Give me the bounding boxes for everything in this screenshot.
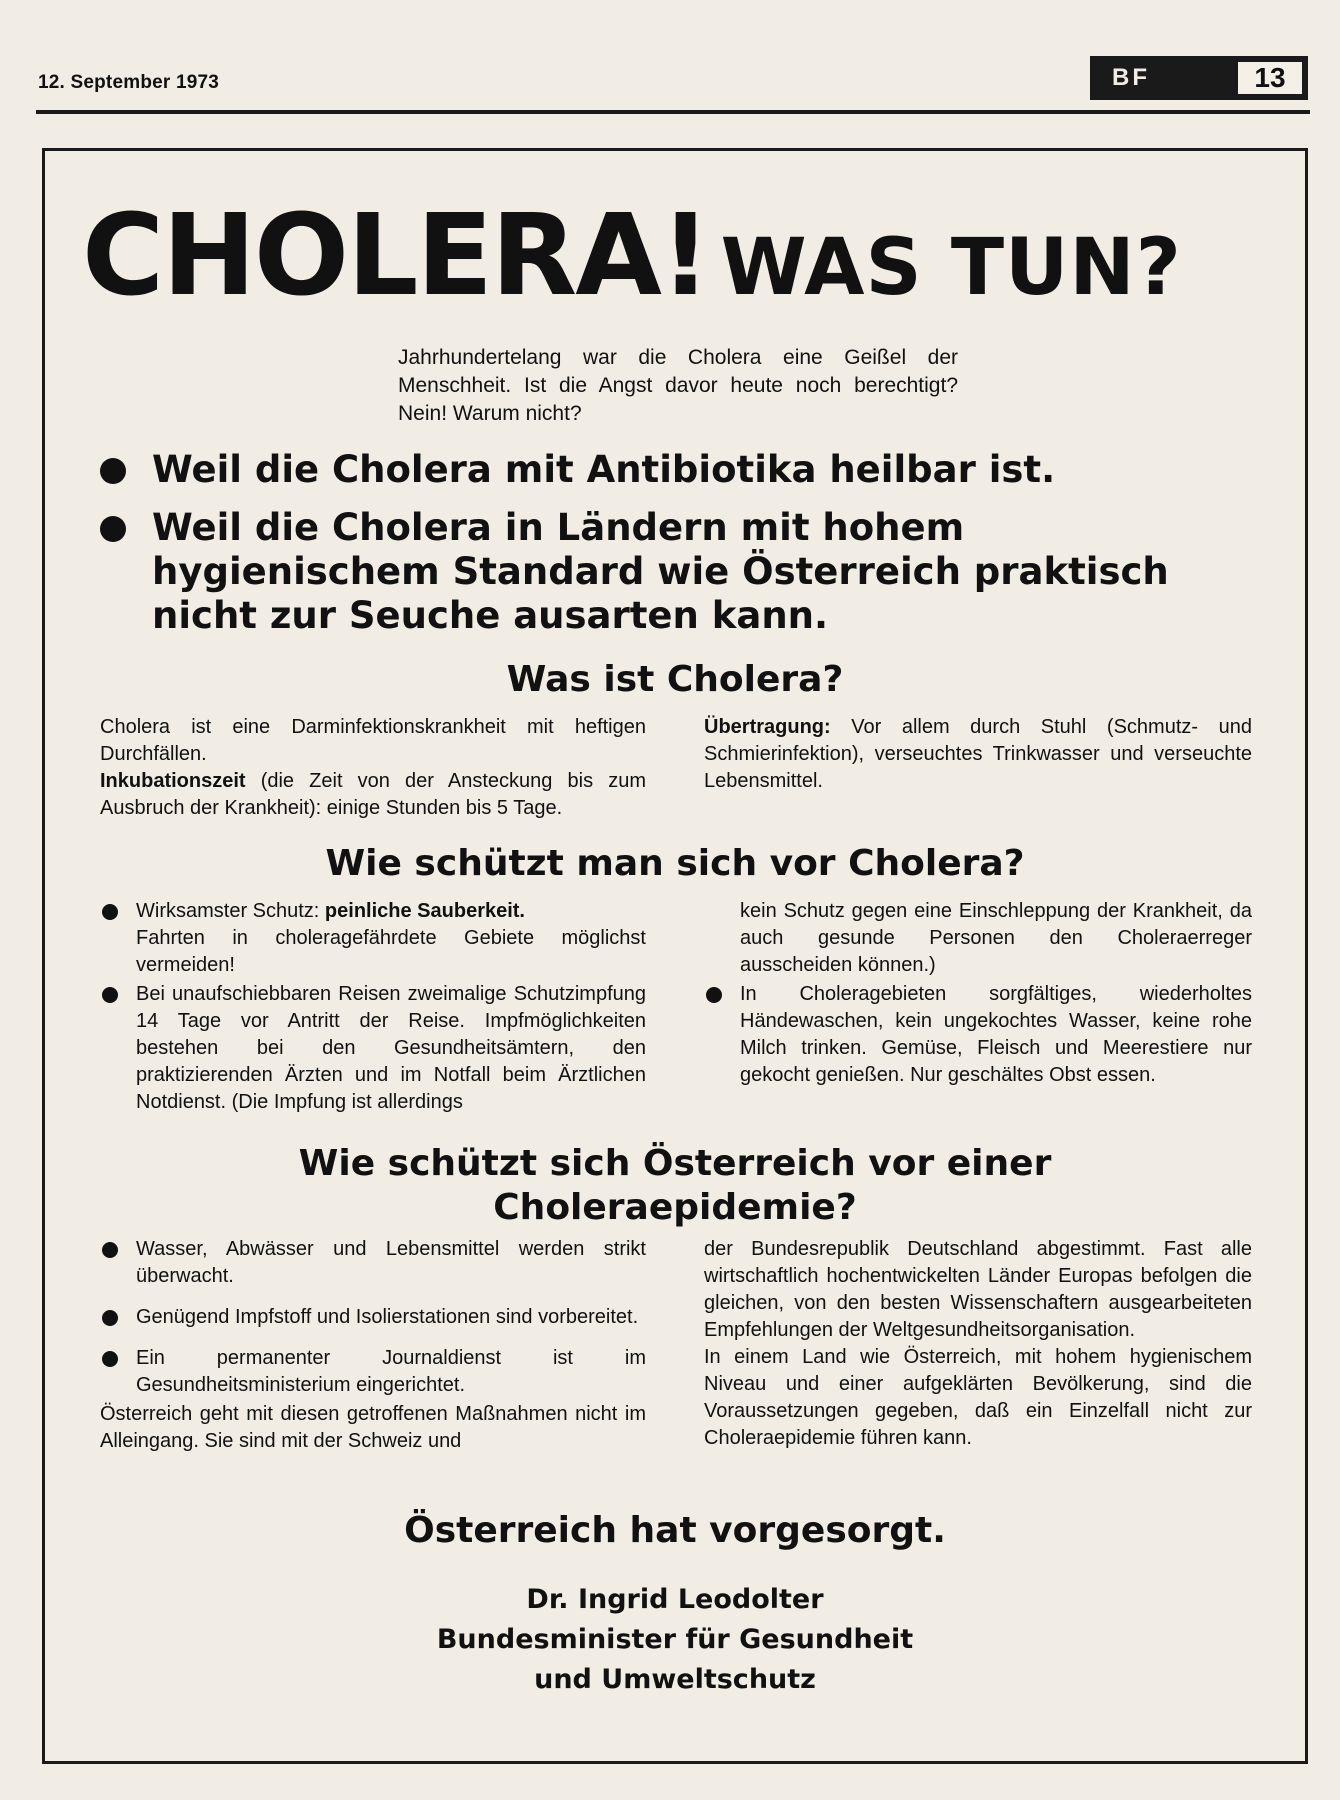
- heading-personal-protection: Wie schützt man sich vor Cholera?: [325, 843, 1025, 884]
- issue-date: 12. September 1973: [38, 72, 220, 93]
- bullet-icon: [102, 1310, 118, 1326]
- bullet-icon: [102, 987, 118, 1003]
- list-item: [100, 1236, 646, 1290]
- list-item: [100, 981, 646, 1116]
- list-item-text: In Choleragebieten sorgfältiges, wiederholtes Händewaschen, kein ungekochtes Wasser, keine rohe Milch trinken. Gemüse, Fleisch und Meerestiere nur gekocht genießen. Nur geschältes Obst essen.: [740, 983, 1252, 1086]
- headline-sub: WAS TUN?: [720, 223, 1182, 313]
- signatory-title: und Umweltschutz: [534, 1664, 816, 1695]
- intro-paragraph: Jahrhundertelang war die Cholera eine Geißel der Menschheit. Ist die Angst davor heute noch berechtigt? Nein! Warum nicht?: [398, 346, 958, 425]
- headline: [82, 191, 1282, 321]
- header-rule: [36, 110, 1310, 114]
- signatory-name: Dr. Ingrid Leodolter: [526, 1584, 824, 1615]
- list-item-text: Wasser, Abwässer und Lebensmittel werden strikt überwacht.: [136, 1238, 646, 1287]
- transmission-description: Vor allem durch Stuhl (Schmutz- und Schmierinfektion), verseuchtes Trinkwasser und verseuchte Lebensmittel.: [704, 716, 1252, 792]
- protect-left-column: [100, 898, 646, 1118]
- measures-list: [100, 1236, 646, 1399]
- closing-statement: Österreich hat vorgesorgt.: [404, 1510, 946, 1551]
- cooperation-text: Österreich geht mit diesen getroffenen Maßnahmen nicht im Alleingang. Sie sind mit der Schweiz und: [100, 1403, 646, 1452]
- list-item: [100, 898, 646, 979]
- key-point-text: Weil die Cholera mit Antibiotika heilbar ist.: [152, 448, 1056, 491]
- section-badge-label: BF: [1112, 64, 1150, 91]
- bullet-icon: [102, 904, 118, 920]
- incubation-term: Inkubationszeit: [100, 770, 246, 792]
- heading-line: Wie schützt sich Österreich vor einer: [298, 1143, 1052, 1184]
- list-item: [704, 981, 1252, 1089]
- list-item-text: Bei unaufschiebbaren Reisen zweimalige Schutzimpfung 14 Tage vor Antritt der Reise. Impfmöglichkeiten bestehen bei den Gesundheitsämtern, den praktizierenden Ärzten und im Notfall beim Ärztlichen Notdienst. (Die Impfung ist allerdings: [136, 983, 646, 1113]
- list-item-text: Genügend Impfstoff und Isolierstationen sind vorbereitet.: [136, 1306, 639, 1328]
- definition-text: Cholera ist eine Darminfektionskrankheit mit heftigen Durchfällen.: [100, 716, 646, 765]
- what-right-column: [704, 714, 1252, 795]
- protect-right-column: [704, 898, 1252, 1091]
- list-item-continuation: kein Schutz gegen eine Einschleppung der Krankheit, da auch gesunde Personen den Choleraerreger ausscheiden können.): [740, 900, 1252, 976]
- bullet-icon: [100, 516, 126, 542]
- list-item-emphasis: peinliche Sauberkeit.: [324, 900, 525, 922]
- list-item-text: Fahrten in choleragefährdete Gebiete möglichst vermeiden!: [136, 927, 646, 976]
- bullet-icon: [102, 1242, 118, 1258]
- austria-left-column: [100, 1236, 646, 1455]
- heading-what-is-cholera: Was ist Cholera?: [506, 659, 844, 700]
- list-item: [100, 1304, 646, 1331]
- cooperation-text-continued: der Bundesrepublik Deutschland abgestimmt. Fast alle wirtschaftlich hochentwickelten Länder Europas befolgen die gleichen, von den besten Wissenschaftern ausgearbeiteten Empfehlungen der Weltgesundheitsorganisation.: [704, 1238, 1252, 1341]
- signatory-title: Bundesminister für Gesundheit: [436, 1624, 914, 1655]
- key-points: [92, 448, 1292, 652]
- key-point: [92, 448, 1252, 492]
- key-point: [92, 506, 1262, 638]
- section-badge: [1090, 56, 1308, 100]
- heading-national-protection: [40, 1142, 1310, 1230]
- list-item-text: Wirksamster Schutz:: [136, 900, 325, 922]
- what-left-column: [100, 714, 646, 822]
- heading-line: Choleraepidemie?: [493, 1187, 857, 1228]
- key-point-text: Weil die Cholera in Ländern mit hohem hygienischem Standard wie Österreich praktisch nicht zur Seuche ausarten kann.: [152, 506, 1169, 637]
- protection-list: [704, 981, 1252, 1089]
- incubation-text: [100, 768, 646, 822]
- transmission-text: [704, 714, 1252, 795]
- page-number: 13: [1236, 60, 1304, 96]
- conclusion-text: In einem Land wie Österreich, mit hohem hygienischem Niveau und einer aufgeklärten Bevölkerung, sind die Voraussetzungen gegeben, daß ein Einzelfall nicht zur Choleraepidemie führen kann.: [704, 1346, 1252, 1449]
- bullet-icon: [100, 458, 126, 484]
- bullet-icon: [102, 1351, 118, 1367]
- bullet-icon: [706, 987, 722, 1003]
- incubation-description: (die Zeit von der Ansteckung bis zum Ausbruch der Krankheit): einige Stunden bis 5 Tage.: [100, 770, 646, 819]
- headline-main: CHOLERA!: [82, 191, 710, 321]
- transmission-term: Übertragung:: [704, 716, 831, 738]
- austria-right-column: [704, 1236, 1252, 1452]
- protection-list: [100, 898, 646, 1116]
- list-item: [100, 1345, 646, 1399]
- signature-block: [40, 1580, 1310, 1700]
- list-item-text: Ein permanenter Journaldienst ist im Gesundheitsministerium eingerichtet.: [136, 1347, 646, 1396]
